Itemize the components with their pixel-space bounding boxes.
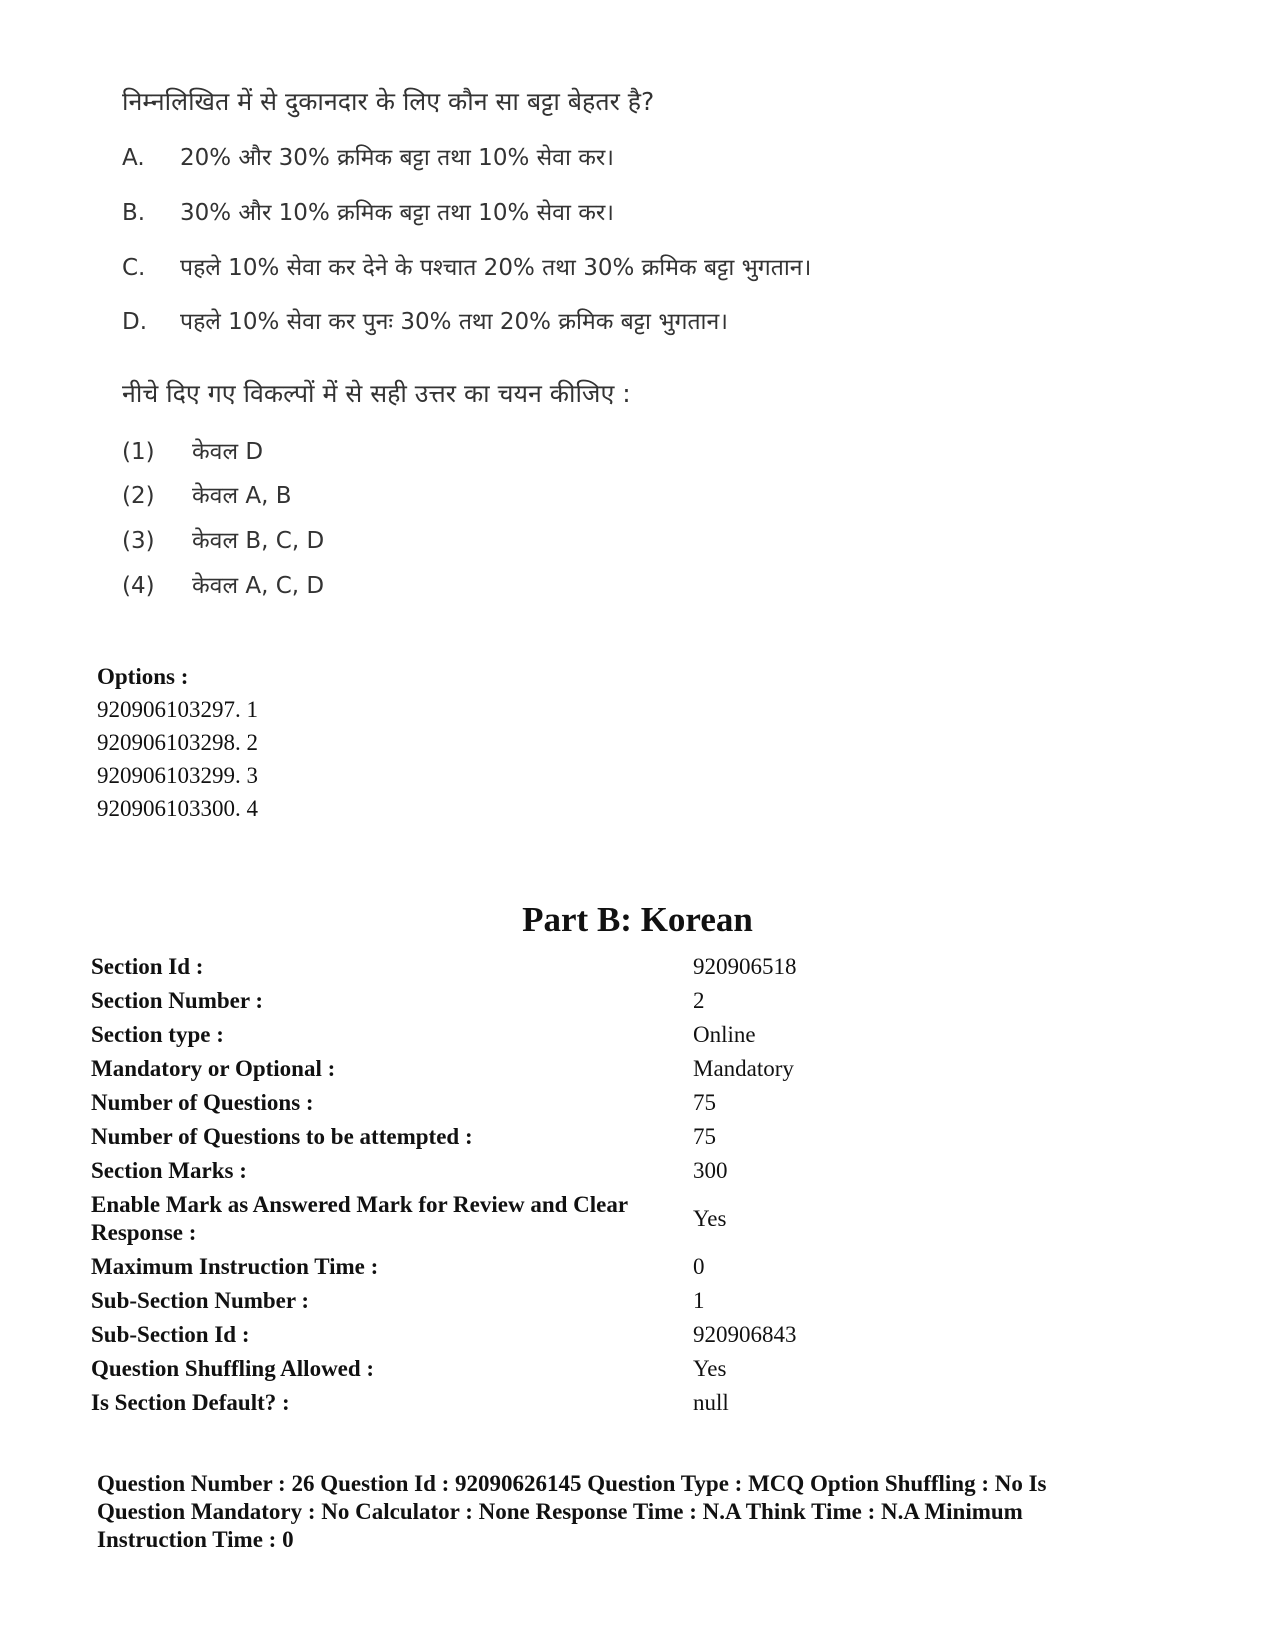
info-key: Section Id : — [91, 954, 204, 979]
statement-text: पहले 10% सेवा कर पुनः 30% तथा 20% क्रमिक बट्टा भुगतान। — [180, 309, 728, 335]
info-value: Yes — [693, 1206, 727, 1231]
info-key: Question Shuffling Allowed : — [91, 1356, 375, 1381]
info-value: Mandatory — [693, 1056, 794, 1081]
statement-c — [122, 252, 811, 284]
options-block — [97, 660, 258, 825]
choice-4 — [122, 570, 324, 602]
info-value: 0 — [693, 1254, 705, 1279]
option-item: 920906103299. 3 — [97, 763, 258, 788]
choice-label: (4) — [122, 573, 155, 599]
info-value: 300 — [693, 1158, 728, 1183]
info-row — [91, 1188, 797, 1250]
statement-a — [122, 142, 614, 174]
info-value: 920906843 — [693, 1322, 797, 1347]
info-row — [91, 1250, 797, 1284]
info-key: Section Marks : — [91, 1158, 247, 1183]
choice-text: केवल A, B — [192, 483, 292, 509]
info-row — [91, 1386, 797, 1420]
info-value: 75 — [693, 1090, 716, 1115]
choice-label: (2) — [122, 483, 155, 509]
choice-label: (3) — [122, 528, 155, 554]
info-row — [91, 1120, 797, 1154]
info-key: Sub-Section Id : — [91, 1322, 250, 1347]
info-value: Online — [693, 1022, 756, 1047]
question-meta: Question Number : 26 Question Id : 92090626145 Question Type : MCQ Option Shuffling : No Is Question Mandatory : No Calculator : None Response Time : N.A Think Time : N.A Minimum Instruction Time : 0 — [97, 1471, 1047, 1552]
info-key: Section Number : — [91, 988, 264, 1013]
info-row — [91, 1154, 797, 1188]
choice-text: केवल D — [192, 439, 264, 465]
choice-text: केवल B, C, D — [192, 528, 325, 554]
info-key: Mandatory or Optional : — [91, 1056, 336, 1081]
info-value: 2 — [693, 988, 705, 1013]
info-value: 920906518 — [693, 954, 797, 979]
info-key: Number of Questions to be attempted : — [91, 1124, 473, 1149]
info-row — [91, 1284, 797, 1318]
statement-label: B. — [122, 200, 146, 226]
info-row — [91, 984, 797, 1018]
statement-label: A. — [122, 145, 145, 171]
statement-d — [122, 306, 728, 338]
choice-2 — [122, 480, 292, 512]
options-heading: Options : — [97, 664, 189, 689]
info-row — [91, 1018, 797, 1052]
statement-label: C. — [122, 255, 146, 281]
info-key: Is Section Default? : — [91, 1390, 290, 1415]
statement-b — [122, 197, 614, 229]
option-item: 920906103298. 2 — [97, 730, 258, 755]
statement-text: 20% और 30% क्रमिक बट्टा तथा 10% सेवा कर। — [180, 145, 615, 171]
question-stem: निम्नलिखित में से दुकानदार के लिए कौन सा बट्टा बेहतर है? — [122, 87, 655, 116]
statement-label: D. — [122, 309, 148, 335]
choice-3 — [122, 525, 324, 557]
info-key: Section type : — [91, 1022, 224, 1047]
part-title: Part B: Korean — [522, 900, 753, 939]
info-value: Yes — [693, 1356, 727, 1381]
info-value: 1 — [693, 1288, 705, 1313]
option-item: 920906103300. 4 — [97, 796, 258, 821]
choice-label: (1) — [122, 439, 155, 465]
info-value: 75 — [693, 1124, 716, 1149]
option-item: 920906103297. 1 — [97, 697, 258, 722]
info-key: Number of Questions : — [91, 1090, 314, 1115]
choice-text: केवल A, C, D — [192, 573, 325, 599]
info-key: Sub-Section Number : — [91, 1288, 310, 1313]
statement-text: पहले 10% सेवा कर देने के पश्चात 20% तथा 30% क्रमिक बट्टा भुगतान। — [180, 255, 812, 281]
statement-text: 30% और 10% क्रमिक बट्टा तथा 10% सेवा कर। — [180, 200, 615, 226]
info-value: null — [693, 1390, 729, 1415]
info-key: Maximum Instruction Time : — [91, 1254, 379, 1279]
info-row — [91, 950, 797, 984]
section-info-table — [91, 950, 797, 1420]
instruction: नीचे दिए गए विकल्पों में से सही उत्तर का चयन कीजिए : — [122, 379, 631, 408]
choice-1 — [122, 436, 263, 468]
info-row — [91, 1052, 797, 1086]
info-row — [91, 1352, 797, 1386]
info-key: Enable Mark as Answered Mark for Review and Clear Response : — [91, 1192, 628, 1245]
info-row — [91, 1086, 797, 1120]
info-row — [91, 1318, 797, 1352]
